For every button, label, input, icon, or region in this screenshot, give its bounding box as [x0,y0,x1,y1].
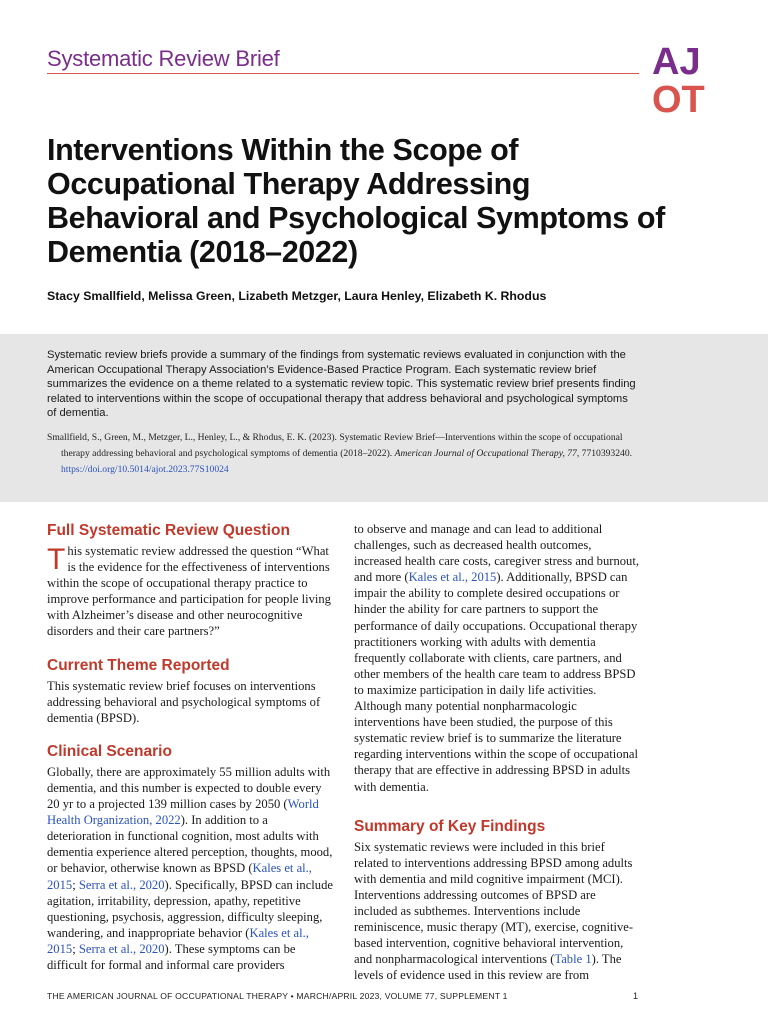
summary-text: Systematic review briefs provide a summary of the findings from systematic reviews evaluated in conjunction with the American Occupational Therapy Association’s Evidence-Based Practice Program. Each systematic review brief summarizes the evidence on a theme related to a systematic review topic. This systematic review brief presents finding related to interventions within the scope of occupational therapy that address behavioral and psychological symptoms of dementia. [47,349,636,420]
ref-link[interactable]: Kales et al., 2015 [408,570,497,585]
ref-link[interactable]: Kales et al., 2015 [47,925,309,956]
heading-key-findings: Summary of Key Findings [354,817,546,835]
logo-text-bottom: OT [652,79,705,116]
drop-cap: T [47,543,66,576]
clinical-scenario-paragraph: Globally, there are approximately 55 million adults with dementia, and this number is expected to double every 20 yr to a projected 139 million cases by 2050 (World Health Organization, 2022). In addition to a deterioration in functional cognition, most adults with dementia experience altered perception, thoughts, mood, or behavior, otherwise known as BPSD (Kales et al., 2015; Serra et al., 2020). Specifically, BPSD can include agitation, irritability, depression, apathy, repetitive questioning, psychosis, aggression, difficulty sleeping, wandering, and inappropriate behavior (Kales et al., 2015; Serra et al., 2020). These symptoms can be difficult for formal and informal care providers [47,764,333,972]
summary-box [0,334,768,502]
heading-clinical-scenario: Clinical Scenario [47,742,172,760]
ajot-logo [650,38,714,116]
key-findings-paragraph: Six systematic reviews were included in this brief related to interventions addressing BPSD among adults with dementia and mild cognitive impairment (MCI). Interventions addressing outcomes of BPSD are included as subthemes. Interventions include reminiscence, music therapy (MT), exercise, cognitive-based intervention, cognitive behavioral intervention, and nonpharmacological interventions (Table 1). The levels of evidence used in this review are from [354,839,634,983]
logo-text-top: AJ [652,41,701,83]
journal-footer: THE AMERICAN JOURNAL OF OCCUPATIONAL THERAPY • MARCH/APRIL 2023, VOLUME 77, SUPPLEMENT 1 [47,991,508,1001]
citation-id: 7710393240. [581,448,633,459]
ref-link[interactable]: Kales et al., 2015 [47,861,312,892]
heading-review-question: Full Systematic Review Question [47,522,290,539]
ref-link[interactable]: Serra et al., 2020 [78,877,165,892]
review-question-text: his systematic review addressed the question “What is the evidence for the effectiveness of interventions within the scope of occupational therapy practice to improve performance and participation for people living with Alzheimer’s disease and other neurocognitive disorders and their care partners?” [47,544,331,639]
ref-link[interactable]: World Health Organization, 2022 [47,797,319,828]
ref-link[interactable]: Serra et al., 2020 [78,941,165,956]
heading-current-theme: Current Theme Reported [47,656,230,674]
left-column [47,521,335,973]
page-number: 1 [633,991,639,1001]
scenario-continued-paragraph: to observe and manage and can lead to additional challenges, such as decreased health outcomes, increased health care costs, caregiver stress and burnout, and more (Kales et al., 2015). Additionally, BPSD can impair the ability to complete desired occupations or hinder the ability for care partners to support the performance of daily occupations. Occupational therapy practitioners working with adults with dementia frequently collaborate with clients, care partners, and other members of the health care team to address BPSD to maximize participation in daily life activities. Although many potential nonpharmacologic interventions have been studied, the purpose of this systematic review brief is to summarize the literature regarding interventions within the scope of occupational therapy that are effective in addressing BPSD in adults with dementia. [354,522,639,794]
citation [47,430,653,478]
review-question-paragraph [47,543,335,640]
citation-journal: American Journal of Occupational Therapy, 77, [394,448,580,459]
article-title: Interventions Within the Scope of Occupational Therapy Addressing Behavioral and Psychological Symptoms of Dementia (2018–2022) [47,133,665,269]
table-link[interactable]: Table 1 [554,952,592,967]
citation-main: Smallfield, S., Green, M., Metzger, L., Henley, L., & Rhodus, E. K. (2023). Systematic Review Brief—Interventions within the scope of occupational therapy addressing behavioral and psychological symptoms of dementia (2018–2022). [47,432,623,459]
header-divider [47,73,639,74]
current-theme-paragraph: This systematic review brief focuses on interventions addressing behavioral and psychological symptoms of dementia (BPSD). [47,678,321,725]
section-label: Systematic Review Brief [47,46,280,71]
citation-doi-link[interactable]: https://doi.org/10.5014/ajot.2023.77S10024 [61,464,229,475]
article-authors: Stacy Smallfield, Melissa Green, Lizabeth Metzger, Laura Henley, Elizabeth K. Rhodus [47,289,547,303]
right-column [354,521,642,983]
